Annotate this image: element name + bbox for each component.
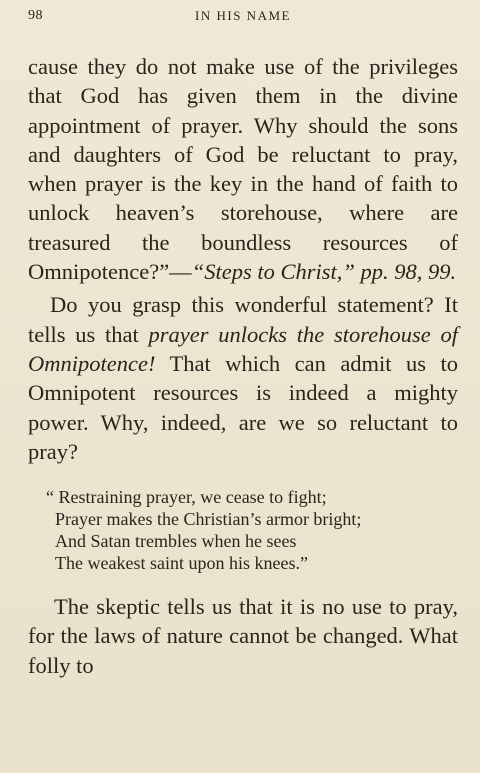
paragraph-2-text-b: That which can admit us to Omnipotent resources is indeed a mighty power. Why, indeed, are we so reluctant to pray? [28,350,458,464]
poem-line: And Satan trembles when he sees [55,531,297,552]
poem-line: The weakest saint upon his knees.” [55,553,308,574]
running-title: IN HIS NAME [195,8,291,23]
poem-quote [46,486,458,574]
citation: “Steps to Christ,” pp. 98, 99. [191,259,457,285]
paragraph-2-text-a: Do you grasp this wonderful statement? It tells us that [28,292,458,347]
paragraph-1 [28,52,458,286]
paragraph-1-text: cause they do not make use of the privileges that God has given them in the divine appointment of prayer. Why should the sons and daughters of God be reluctant to pray, when prayer is the key in the hand of faith to unlock heaven’s storehouse, where are treasured the boundless resources of Omnipotence?”— [28,54,458,285]
paragraph-3: The skeptic tells us that it is no use to pray, for the laws of nature cannot be changed. What folly to [28,594,458,678]
paragraph-2 [28,290,458,466]
page-number: 98 [28,8,43,23]
page-header [28,8,458,38]
poem-line: Prayer makes the Christian’s armor bright; [55,509,362,530]
emphasis-text: prayer unlocks the storehouse of Omnipotence! [28,321,458,376]
poem-line: “ Restraining prayer, we cease to fight; [46,487,327,508]
